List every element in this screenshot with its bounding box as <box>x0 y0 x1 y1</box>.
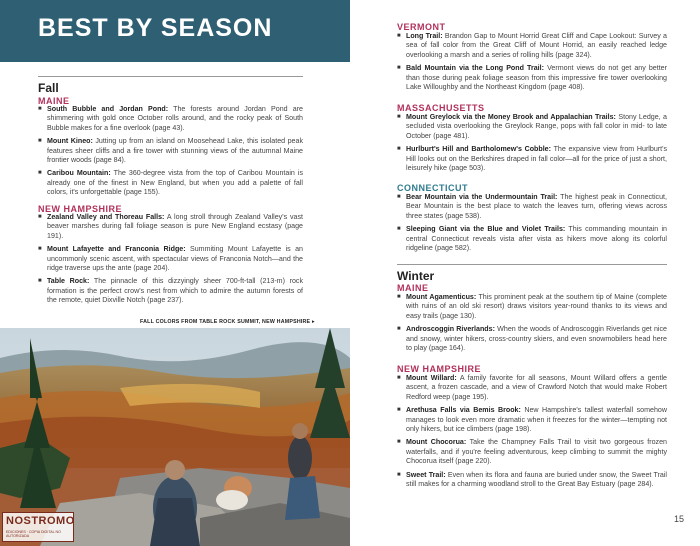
list-item <box>397 406 667 434</box>
fall-nh-list <box>38 213 303 310</box>
trail-description: When the woods of Androscoggin Riverlands get nice and snowy, winter hikers, cross-country skiers, and even snowmobilers head here to play (page 164). <box>406 325 667 353</box>
trail-name: Table Rock: <box>47 277 90 286</box>
section-rule <box>397 264 667 265</box>
trail-name: Sleeping Giant via the Blue and Violet Trails: <box>406 225 566 234</box>
state-heading-new-hampshire: NEW HAMPSHIRE <box>38 204 123 214</box>
fall-vermont-list <box>397 32 667 96</box>
list-item <box>397 471 667 490</box>
trail-description: New Hampshire's tallest waterfall somehow manages to look even more dramatic when it freezes for the winter—tempting not only hikers, but ice climbers (page 198). <box>406 406 667 434</box>
list-item <box>38 213 303 241</box>
list-item <box>38 245 303 273</box>
trail-name: Androscoggin Riverlands: <box>406 325 495 334</box>
list-item <box>397 293 667 321</box>
list-item <box>397 145 667 173</box>
trail-description: The highest peak in Connecticut, Bear Mountain is the best place to watch the leaves turn, offering views across three states (page 538). <box>406 193 667 220</box>
trail-name: Caribou Mountain: <box>47 169 111 178</box>
page-number: 15 <box>673 514 684 524</box>
trail-description: This commanding mountain in central Connecticut reveals vista after vista as hikers move along its colorful ridgeline (page 582). <box>406 225 667 253</box>
list-item <box>397 374 667 402</box>
trail-description: Brandon Gap to Mount Horrid Great Cliff and Cape Lookout: Survey a sea of fall color from the Great Cliff of Mount Horrid, an easily reached ledge overlooking a marsh and a series of rolling hills (page 324). <box>406 32 667 59</box>
winter-nh-list <box>397 374 667 493</box>
trail-name: Bear Mountain via the Undermountain Trail: <box>406 193 558 201</box>
page-title: BEST BY SEASON <box>38 14 273 42</box>
list-item <box>38 105 303 133</box>
state-heading-massachusetts: MASSACHUSETTS <box>397 103 485 113</box>
trail-name: Mount Kineo: <box>47 137 93 146</box>
state-heading-connecticut: CONNECTICUT <box>397 183 468 193</box>
trail-name: Mount Willard: <box>406 374 457 382</box>
winter-maine-list <box>397 293 667 357</box>
trail-description: The pinnacle of this dizzyingly sheer 700-ft-tall (213-m) rock formation is the perfect crow's nest from which to admire the autumn forests of the remote, quiet Dixville Notch (page 237). <box>47 277 304 305</box>
trail-description: Even when its flora and fauna are buried under snow, the Sweet Trail still makes for a charming woodland stroll to the Great Bay Estuary (page 284). <box>406 470 667 489</box>
logo-subtitle: EDICIONES · COPIA DIGITAL NO AUTORIZADA <box>6 530 61 538</box>
trail-description: This prominent peak at the southern tip of Maine (complete with ruins of an old ski resort) draws visitors year-round thanks to its views and easy trails (page 130). <box>406 293 667 320</box>
section-rule <box>38 76 303 77</box>
trail-name: Sweet Trail: <box>406 470 446 479</box>
trail-name: Mount Chocorua: <box>406 438 467 447</box>
trail-description: Jutting up from an island on Moosehead Lake, this isolated peak features sheer cliffs and a fire tower with stunning views of the autumnal Maine frontier woods (page 84). <box>47 137 303 165</box>
trail-name: Long Trail: <box>406 32 443 40</box>
trail-name: South Bubble and Jordan Pond: <box>47 105 169 113</box>
state-heading-vermont: VERMONT <box>397 22 446 32</box>
trail-name: Mount Greylock via the Money Brook and Appalachian Trails: <box>406 113 616 121</box>
trail-name: Zealand Valley and Thoreau Falls: <box>47 213 165 221</box>
trail-name: Mount Lafayette and Franconia Ridge: <box>47 245 186 254</box>
title-band <box>0 0 350 62</box>
trail-description: The forests around Jordan Pond are shimmering with gold once October rolls around, and the rocky peak of South Bubble makes for a fine overlook (page 43). <box>47 105 304 132</box>
trail-description: Summiting Mount Lafayette is an uncommonly scenic ascent, with spectacular views of Franconia Notch—and the ridge traverse ups the ante (page 204). <box>47 245 303 273</box>
publisher-logo <box>2 512 74 542</box>
season-heading-winter: Winter <box>397 269 435 283</box>
season-heading-fall: Fall <box>38 81 59 95</box>
trail-description: A family favorite for all seasons, Mount Willard offers a gentle ascent, a frozen cascade, and a view of Crawford Notch that would make Robert Redford weep (page 195). <box>406 374 667 401</box>
list-item <box>38 169 303 197</box>
trail-name: Bald Mountain via the Long Pond Trail: <box>406 64 544 73</box>
right-page <box>350 0 700 546</box>
photo-caption: FALL COLORS FROM TABLE ROCK SUMMIT, NEW HAMPSHIRE ▸ <box>140 319 315 325</box>
list-item <box>38 277 303 305</box>
fall-maine-list <box>38 105 303 202</box>
trail-description: The 360-degree vista from the top of Caribou Mountain is already one of the finest in New England, but when you add a palette of fall colors, it's unforgettable (page 155). <box>47 169 303 197</box>
list-item <box>397 113 667 141</box>
fall-massachusetts-list <box>397 113 667 177</box>
logo-name: NOSTROMO <box>6 515 75 527</box>
trail-description: Take the Champney Falls Trail to visit two gorgeous frozen waterfalls, and if you're feeling adventurous, keep climbing to summit the mighty Chocorua itself (page 220). <box>406 438 667 466</box>
trail-description: A long stroll through Zealand Valley's vast beaver marshes during fall foliage season is pure New England ecstasy (page 191). <box>47 213 303 240</box>
trail-description: The expansive view from Hurlburt's Hill looks out on the Berkshires draped in fall color—all for the price of just a short, leisurely hike (page 503). <box>406 145 668 173</box>
state-heading-maine: MAINE <box>397 283 429 293</box>
list-item <box>397 64 667 92</box>
state-heading-maine: MAINE <box>38 96 70 106</box>
list-item <box>397 225 667 253</box>
list-item <box>397 325 667 353</box>
list-item <box>397 32 667 60</box>
trail-description: Vermont views do not get any better than those during peak foliage season from this impressive fire tower overlooking Lake Willoughby and the Northeast Kingdom (page 408). <box>406 64 667 92</box>
trail-name: Arethusa Falls via Bemis Brook: <box>406 406 521 415</box>
trail-name: Mount Agamenticus: <box>406 293 477 301</box>
state-heading-new-hampshire: NEW HAMPSHIRE <box>397 364 482 374</box>
list-item <box>397 193 667 221</box>
list-item <box>397 438 667 466</box>
fall-connecticut-list <box>397 193 667 257</box>
trail-name: Hurlburt's Hill and Bartholomew's Cobble: <box>406 145 551 154</box>
list-item <box>38 137 303 165</box>
trail-description: Stony Ledge, a secluded vista overlooking the Greylock Range, pops with fall color in mid- to late October (page 481). <box>406 113 667 140</box>
